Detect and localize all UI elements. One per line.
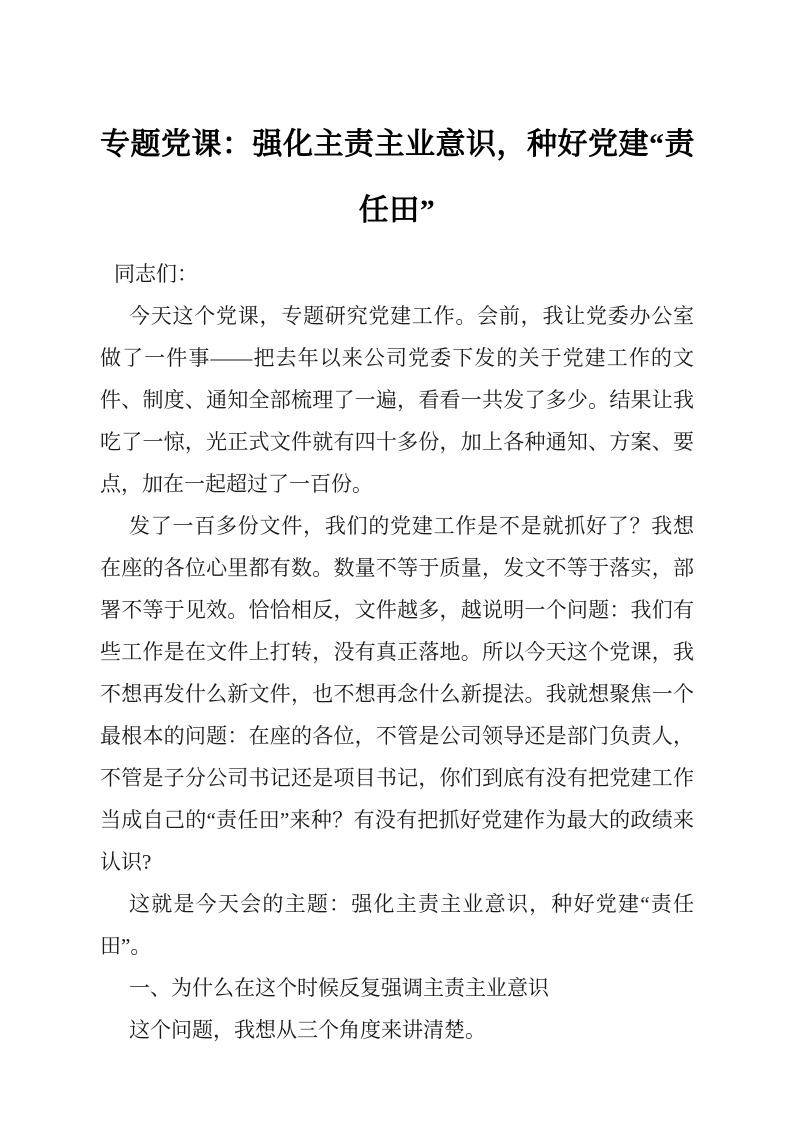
document-title: [100, 112, 694, 244]
greeting-line: 同志们：: [114, 262, 198, 286]
document-title-line-1: 专题党课：强化主责主业意识，种好党建“责: [100, 128, 695, 161]
paragraph-1: 今天这个党课，专题研究党建工作。会前，我让党委办公室做了一件事——把去年以来公司党委下发的关于党建工作的文件、制度、通知全部梳理了一遍，看看一共发了多少。结果让我吃了一惊，光正式文件就有四十多份，加上各种通知、方案、要点，加在一起超过了一百份。: [100, 304, 694, 496]
document-body: [100, 253, 694, 1051]
paragraph-2: 发了一百多份文件，我们的党建工作是不是就抓好了？我想在座的各位心里都有数。数量不等于质量，发文不等于落实，部署不等于见效。恰恰相反，文件越多，越说明一个问题：我们有些工作是在文件上打转，没有真正落地。所以今天这个党课，我不想再发什么新文件，也不想再念什么新提法。我就想聚焦一个最根本的问题：在座的各位，不管是公司领导还是部门负责人，不管是子分公司书记还是项目书记，你们到底有没有把党建工作当成自己的“责任田”来种？有没有把抓好党建作为最大的政绩来认识?: [100, 514, 694, 874]
section-heading-1: 一、为什么在这个时候反复强调主责主业意识: [129, 976, 549, 1000]
paragraph-3: 这就是今天会的主题：强化主责主业意识，种好党建“责任田”。: [100, 892, 694, 958]
document-title-line-2: 任田”: [358, 194, 436, 227]
paragraph-4: 这个问题，我想从三个角度来讲清楚。: [129, 1018, 486, 1042]
